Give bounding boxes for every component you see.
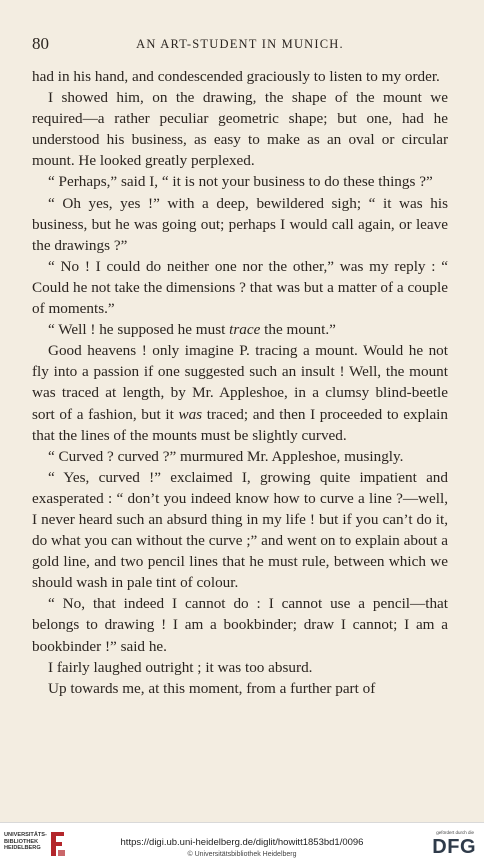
body-text bbox=[32, 66, 448, 699]
page-number: 80 bbox=[32, 34, 49, 53]
paragraph: I fairly laughed outright ; it was too absurd. bbox=[48, 658, 313, 676]
permalink-url[interactable]: https://digi.ub.uni-heidelberg.de/diglit/howitt1853bd1/0096 bbox=[120, 837, 364, 848]
copyright-notice: © Universitätsbibliothek Heidelberg bbox=[187, 851, 297, 858]
dfg-logo[interactable]: DFG bbox=[432, 836, 476, 858]
running-title: AN ART-STUDENT IN MUNICH. bbox=[136, 37, 344, 51]
paragraph: “ Yes, curved !” exclaimed I, growing quite impatient and exasperated : “ don’t you indeed know how to curve a line ?—well, I never heard such an absurd thing in my life ! but if you can’t do it, do what you can without the curve ;” and went on to explain about a gold line, and two pencil lines that he must rule, between which we should wash in pale tint of colour. bbox=[32, 468, 448, 592]
paragraph: I showed him, on the drawing, the shape of the mount we required—a rather peculiar geometric shape; but one, had he understood his business, as easy to make as an oval or circular mount. He looked greatly perplexed. bbox=[32, 89, 448, 170]
paragraph: “ No, that indeed I cannot do : I cannot use a pencil—that belongs to drawing ! I am a bookbinder; draw I cannot; I am a bookbinder !” said he. bbox=[32, 595, 448, 655]
viewer-footer bbox=[0, 822, 484, 864]
paragraph: “ Perhaps,” said I, “ it is not your business to do these things ?” bbox=[48, 173, 433, 191]
paragraph: “ Oh yes, yes !” with a deep, bewildered sigh; “ it was his business, but he was going out; perhaps I would call again, or leave the drawings ?” bbox=[32, 194, 448, 254]
sponsor-note: gefördert durch die bbox=[436, 830, 474, 835]
paragraph: “ Well ! he supposed he must trace the mount.” bbox=[48, 321, 336, 339]
paragraph: “ Curved ? curved ?” murmured Mr. Appleshoe, musingly. bbox=[48, 447, 404, 465]
paragraph: “ No ! I could do neither one nor the other,” was my reply : “ Could he not take the dimensions ? that was but a matter of a couple of moments.” bbox=[32, 257, 448, 318]
paragraph: had in his hand, and condescended graciously to listen to my order. bbox=[32, 68, 440, 85]
page-header bbox=[32, 34, 448, 54]
paragraph: Up towards me, at this moment, from a further part of bbox=[48, 679, 376, 697]
library-name-text: UNIVERSITÄTS- BIBLIOTHEK HEIDELBERG bbox=[4, 832, 47, 851]
paragraph: Good heavens ! only imagine P. tracing a mount. Would he not fly into a passion if one suggested such an insult ! Well, the mount was traced at length, by Mr. Appleshoe, in a clumsy blind-beetle sort of a fashion, but it was traced; and then I proceeded to explain that the lines of the mounts must be slightly curved. bbox=[32, 342, 448, 444]
